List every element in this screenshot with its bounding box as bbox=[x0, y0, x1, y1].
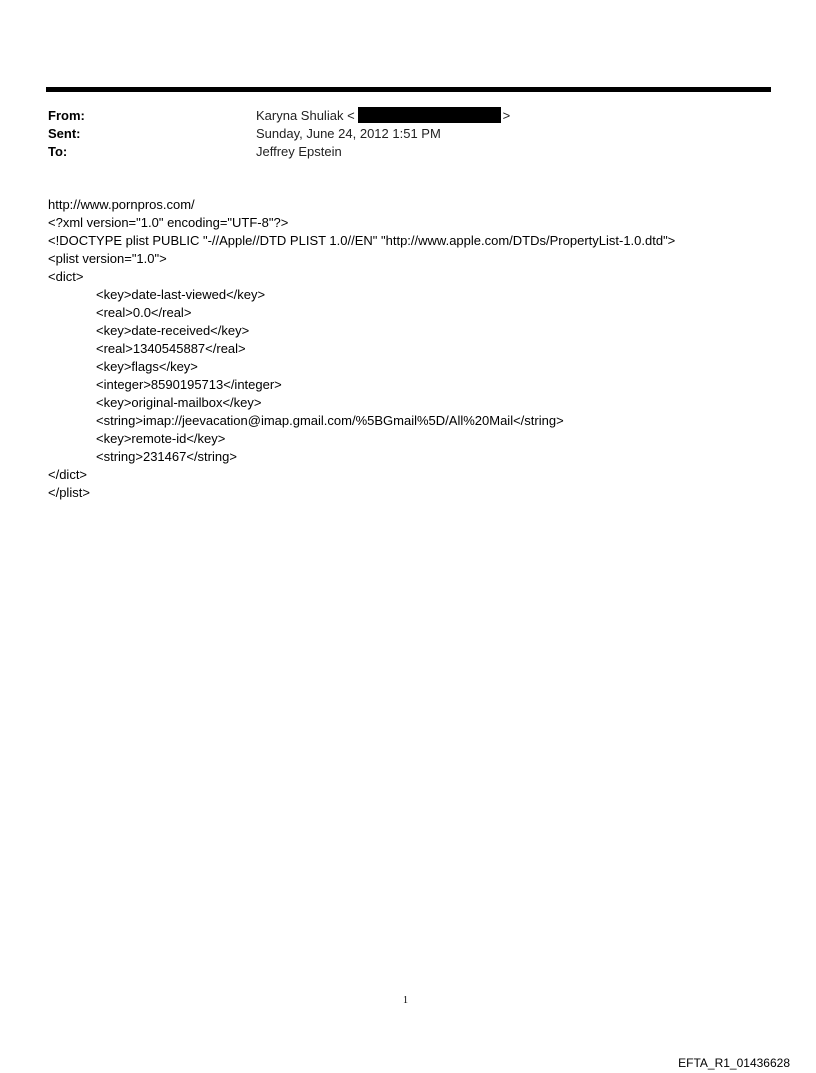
body-line: <key>date-received</key> bbox=[96, 323, 250, 338]
to-label: To: bbox=[48, 144, 68, 159]
body-line: <key>flags</key> bbox=[96, 359, 198, 374]
body-line: </dict> bbox=[48, 467, 88, 482]
body-line: <plist version="1.0"> bbox=[48, 251, 167, 266]
body-line: <string>231467</string> bbox=[96, 449, 237, 464]
from-label: From: bbox=[48, 108, 85, 123]
from-name: Karyna Shuliak bbox=[256, 108, 344, 123]
sent-value: Sunday, June 24, 2012 1:51 PM bbox=[256, 126, 441, 141]
body-line: http://www.pornpros.com/ bbox=[48, 197, 195, 212]
body-line: <dict> bbox=[48, 269, 84, 284]
email-body bbox=[48, 196, 675, 502]
redaction-box bbox=[358, 107, 501, 123]
body-line: <key>original-mailbox</key> bbox=[96, 395, 262, 410]
page-number: 1 bbox=[403, 995, 408, 1006]
body-line: <!DOCTYPE plist PUBLIC "-//Apple//DTD PLIST 1.0//EN" "http://www.apple.com/DTDs/PropertyList-1.0.dtd"> bbox=[48, 233, 676, 248]
body-line: <key>remote-id</key> bbox=[96, 431, 226, 446]
body-line: <key>date-last-viewed</key> bbox=[96, 287, 266, 302]
bates-number: EFTA_R1_01436628 bbox=[678, 1056, 790, 1070]
from-value bbox=[256, 107, 510, 125]
body-line: <real>1340545887</real> bbox=[96, 341, 246, 356]
from-open-bracket: < bbox=[347, 108, 355, 123]
from-close-bracket: > bbox=[502, 108, 511, 123]
body-line: <string>imap://jeevacation@imap.gmail.com/%5BGmail%5D/All%20Mail</string> bbox=[96, 413, 564, 428]
header-divider bbox=[46, 87, 771, 92]
body-line: <integer>8590195713</integer> bbox=[96, 377, 282, 392]
to-value: Jeffrey Epstein bbox=[256, 144, 342, 159]
body-line: <?xml version="1.0" encoding="UTF-8"?> bbox=[48, 215, 289, 230]
body-line: <real>0.0</real> bbox=[96, 305, 192, 320]
body-line: </plist> bbox=[48, 485, 90, 500]
sent-label: Sent: bbox=[48, 126, 81, 141]
